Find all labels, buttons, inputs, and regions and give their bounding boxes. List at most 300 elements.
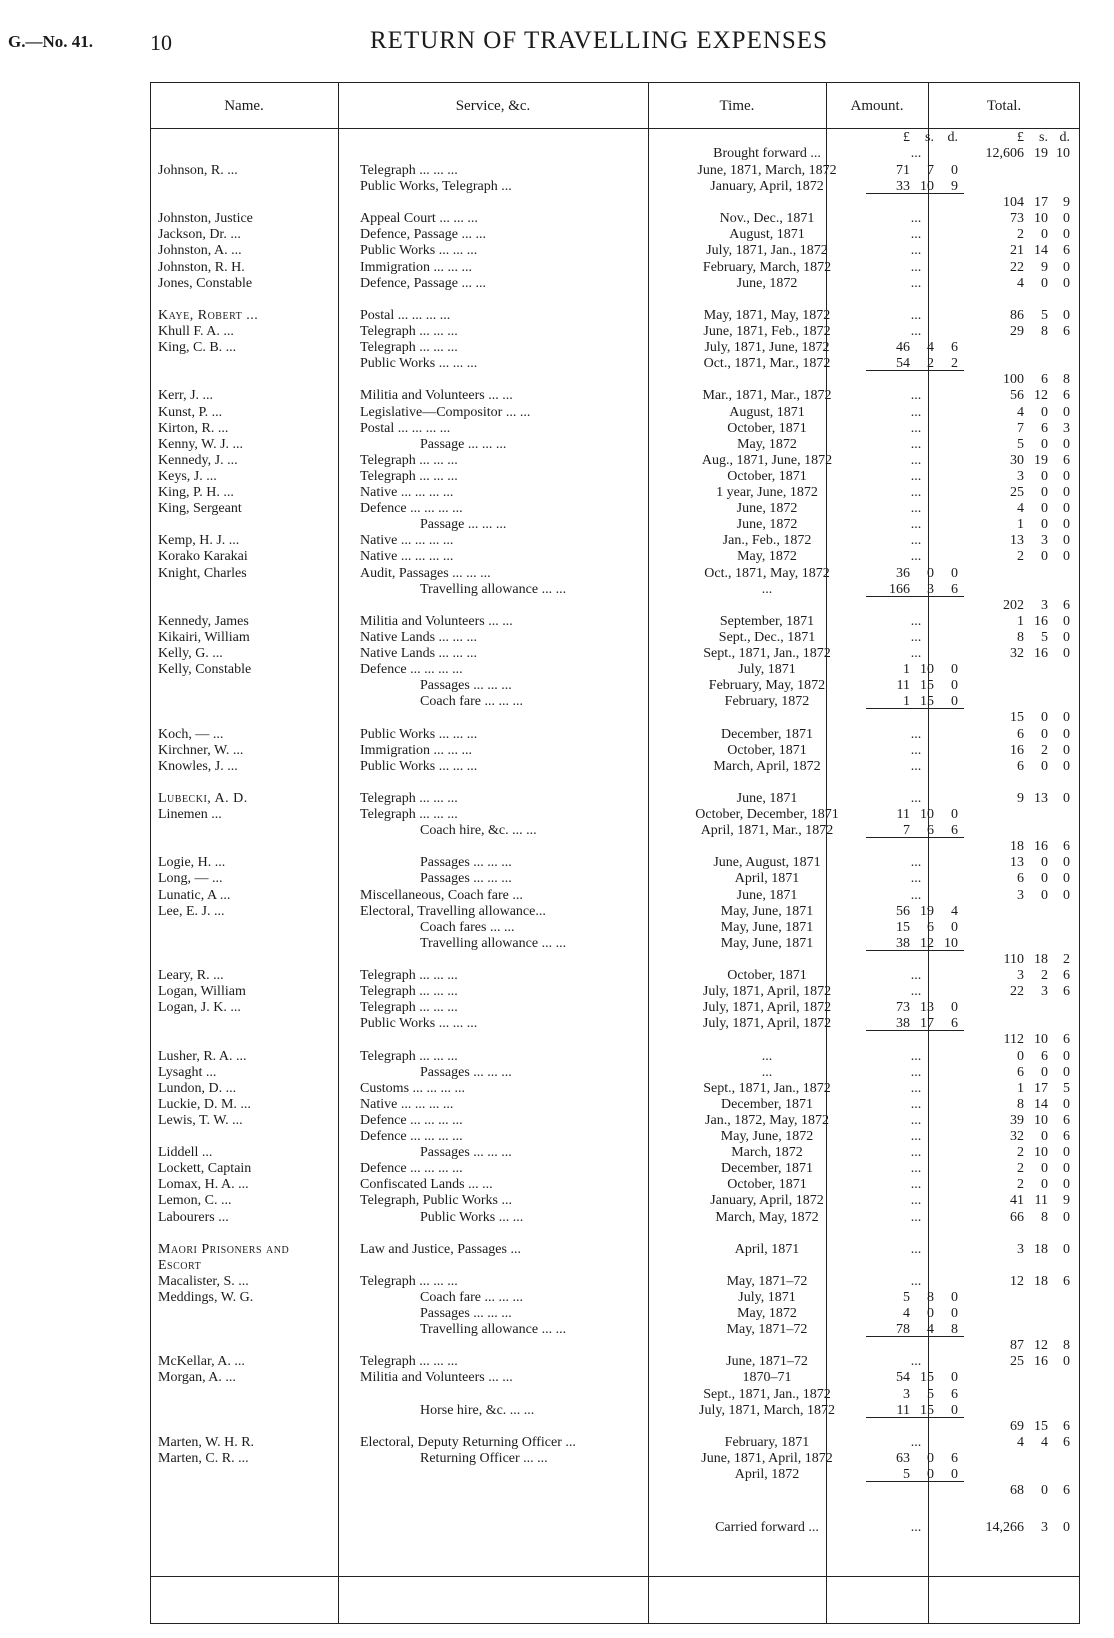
row-total: [968, 614, 1076, 630]
row-service: Coach hire, &c. ... ...: [420, 823, 537, 838]
pounds: 46: [896, 340, 910, 355]
unit-pence: d.: [947, 130, 958, 145]
pounds: 1: [1017, 517, 1024, 532]
row-time: July, 1871, April, 1872: [702, 1000, 832, 1015]
document-reference: G.—No. 41.: [8, 32, 93, 51]
pounds: 4: [903, 1306, 910, 1321]
pence: 0: [1063, 855, 1070, 870]
row-name: Khull F. A. ...: [158, 324, 234, 339]
pence: 0: [1063, 437, 1070, 452]
row-service: Telegraph ... ... ...: [360, 1049, 458, 1064]
row-total: [968, 372, 1076, 388]
pence: 0: [951, 566, 958, 581]
row-amount: ...: [910, 630, 922, 645]
pounds: 1: [1017, 1081, 1024, 1096]
unit-pence: d.: [1059, 130, 1070, 145]
row-amount: [864, 566, 968, 582]
row-amount: ...: [910, 260, 922, 275]
pounds: 39: [1010, 1113, 1024, 1128]
row-total: [968, 421, 1076, 437]
pence: 9: [1063, 1193, 1070, 1208]
shillings: 0: [1041, 871, 1048, 886]
row-total: [968, 1177, 1076, 1193]
row-time: Oct., 1871, May, 1872: [704, 566, 830, 581]
row-time: April, 1871: [734, 1242, 800, 1257]
subtotal-rule: [866, 193, 964, 194]
row-time: July, 1871, March, 1872: [699, 1403, 835, 1418]
pounds: 54: [896, 1370, 910, 1385]
pounds: 68: [1010, 1483, 1024, 1498]
row-service: Passages ... ... ...: [420, 1145, 512, 1160]
row-amount: ...: [910, 1193, 922, 1208]
row-amount: ...: [910, 517, 922, 532]
row-total: [968, 469, 1076, 485]
unit-pound: £: [903, 130, 910, 145]
row-total: [968, 630, 1076, 646]
shillings: 5: [1041, 308, 1048, 323]
shillings: 0: [1041, 1483, 1048, 1498]
pounds: 38: [896, 936, 910, 951]
row-total: [968, 1161, 1076, 1177]
row-amount: ...: [910, 1129, 922, 1144]
row-amount: ...: [910, 1097, 922, 1112]
row-time: May, June, 1871: [720, 920, 814, 935]
footer-rule: [150, 1576, 1080, 1577]
shillings: 18: [1034, 1274, 1048, 1289]
shillings: 16: [1034, 614, 1048, 629]
row-name: King, P. H. ...: [158, 485, 234, 500]
pounds: 7: [903, 823, 910, 838]
row-time: June, 1871, Feb., 1872: [703, 324, 831, 339]
pence: 6: [1063, 839, 1070, 854]
carried-forward-label: Carried forward ...: [715, 1520, 819, 1535]
shillings: 0: [927, 1451, 934, 1466]
row-name: Marten, C. R. ...: [158, 1451, 249, 1466]
row-amount: ...: [910, 791, 922, 806]
shillings: 10: [920, 662, 934, 677]
pence: 0: [1063, 405, 1070, 420]
shillings: 3: [927, 582, 934, 597]
shillings: 0: [1041, 727, 1048, 742]
pence: 6: [1063, 1113, 1070, 1128]
total-shillings: 3: [1041, 1520, 1048, 1535]
pounds: 22: [1010, 984, 1024, 999]
pounds: 13: [1010, 533, 1024, 548]
row-service: Militia and Volunteers ... ...: [360, 388, 513, 403]
pounds: 3: [1017, 888, 1024, 903]
pence: 0: [951, 807, 958, 822]
pounds: 0: [1017, 1049, 1024, 1064]
row-time: July, 1871, Jan., 1872: [706, 243, 828, 258]
row-total: [968, 1419, 1076, 1435]
shillings: 9: [1041, 260, 1048, 275]
shillings: 0: [1041, 1065, 1048, 1080]
pounds: 69: [1010, 1419, 1024, 1434]
shillings: 15: [920, 1370, 934, 1385]
row-total: [968, 839, 1076, 855]
brought-forward-amount: ...: [910, 146, 922, 161]
pence: 0: [951, 1370, 958, 1385]
row-amount: [864, 678, 968, 694]
row-time: January, April, 1872: [710, 1193, 824, 1208]
pence: 6: [1063, 243, 1070, 258]
row-service: Miscellaneous, Coach fare ...: [360, 888, 523, 903]
row-service: Law and Justice, Passages ...: [360, 1242, 521, 1257]
pounds: 15: [1010, 710, 1024, 725]
row-total: [968, 195, 1076, 211]
pounds: 54: [896, 356, 910, 371]
row-time: ...: [761, 1065, 773, 1080]
row-service: Travelling allowance ... ...: [420, 936, 567, 951]
row-service: Confiscated Lands ... ...: [360, 1177, 493, 1192]
pence: 3: [1063, 421, 1070, 436]
column-header-name: Name.: [224, 98, 264, 114]
pence: 6: [951, 582, 958, 597]
shillings: 4: [1041, 1435, 1048, 1450]
row-service: Immigration ... ... ...: [360, 743, 472, 758]
row-time: Jan., 1872, May, 1872: [705, 1113, 829, 1128]
row-time: October, 1871: [727, 1177, 807, 1192]
row-name: Kennedy, James: [158, 614, 249, 629]
pounds: 18: [1010, 839, 1024, 854]
shillings: 16: [1034, 646, 1048, 661]
shillings: 17: [1034, 1081, 1048, 1096]
row-amount: ...: [910, 1177, 922, 1192]
pounds: 41: [1010, 1193, 1024, 1208]
shillings: 6: [927, 823, 934, 838]
row-name: Korako Karakai: [158, 549, 248, 564]
row-name: King, C. B. ...: [158, 340, 237, 355]
row-service: Travelling allowance ... ...: [420, 1322, 567, 1337]
row-service: Militia and Volunteers ... ...: [360, 614, 513, 629]
row-name: Kirchner, W. ...: [158, 743, 244, 758]
shillings: 7: [927, 163, 934, 178]
row-amount: ...: [910, 549, 922, 564]
row-name: Lubecki, A. D.: [158, 791, 248, 806]
pence: 9: [951, 179, 958, 194]
pence: 8: [951, 1322, 958, 1337]
row-amount: ...: [910, 421, 922, 436]
pounds: 6: [1017, 759, 1024, 774]
shillings: 8: [927, 1290, 934, 1305]
shillings: 12: [1034, 388, 1048, 403]
pence: 0: [1063, 276, 1070, 291]
shillings: 19: [920, 904, 934, 919]
row-amount: [864, 1387, 968, 1403]
row-name: Koch, — ...: [158, 727, 224, 742]
row-total: [968, 1081, 1076, 1097]
row-total: [968, 549, 1076, 565]
pence: 2: [951, 356, 958, 371]
shillings: 0: [927, 566, 934, 581]
row-time: October, 1871: [727, 421, 807, 436]
shillings: 13: [920, 1000, 934, 1015]
shillings: 10: [920, 807, 934, 822]
pounds: 4: [1017, 1435, 1024, 1450]
pounds: 25: [1010, 1354, 1024, 1369]
row-name: Marten, W. H. R.: [158, 1435, 255, 1450]
row-amount: ...: [910, 1081, 922, 1096]
pounds: 16: [1010, 743, 1024, 758]
row-amount: ...: [910, 871, 922, 886]
row-total: [968, 1354, 1076, 1370]
row-time: June, 1871, April, 1872: [701, 1451, 833, 1466]
column-header-total: Total.: [986, 98, 1022, 114]
shillings: 4: [927, 340, 934, 355]
row-total: [968, 227, 1076, 243]
row-name: Kelly, G. ...: [158, 646, 223, 661]
row-total: [968, 1065, 1076, 1081]
pounds: 13: [1010, 855, 1024, 870]
row-name: McKellar, A. ...: [158, 1354, 245, 1369]
pence: 6: [951, 823, 958, 838]
row-amount: ...: [910, 453, 922, 468]
pence: 8: [1063, 1338, 1070, 1353]
row-name: Knight, Charles: [158, 566, 247, 581]
row-service: Postal ... ... ... ...: [360, 421, 451, 436]
shillings: 18: [1034, 1242, 1048, 1257]
row-amount: ...: [910, 1274, 922, 1289]
shillings: 10: [1034, 211, 1048, 226]
row-name: Lundon, D. ...: [158, 1081, 237, 1096]
row-time: May, 1871, May, 1872: [703, 308, 831, 323]
row-total: [968, 984, 1076, 1000]
column-header-amount: Amount.: [850, 98, 904, 114]
row-amount: ...: [910, 1049, 922, 1064]
row-time: Mar., 1871, Mar., 1872: [702, 388, 832, 403]
total-units: [968, 130, 1076, 146]
row-amount: [864, 662, 968, 678]
row-amount: ...: [910, 1145, 922, 1160]
shillings: 5: [1041, 630, 1048, 645]
shillings: 3: [1041, 984, 1048, 999]
shillings: 8: [1041, 1210, 1048, 1225]
row-service: Passages ... ... ...: [420, 678, 512, 693]
pounds: 3: [1017, 469, 1024, 484]
row-total: [968, 517, 1076, 533]
row-total: [968, 727, 1076, 743]
row-service: Passage ... ... ...: [420, 437, 507, 452]
row-time: April, 1871, Mar., 1872: [700, 823, 834, 838]
row-total: [968, 1274, 1076, 1290]
row-name: Linemen ...: [158, 807, 222, 822]
row-service: Defence, Passage ... ...: [360, 227, 486, 242]
row-amount: ...: [910, 888, 922, 903]
row-time: July, 1871, April, 1872: [702, 1016, 832, 1031]
pounds: 78: [896, 1322, 910, 1337]
pence: 0: [1063, 646, 1070, 661]
row-service: Passages ... ... ...: [420, 1065, 512, 1080]
row-amount: [864, 163, 968, 179]
pence: 0: [1063, 888, 1070, 903]
row-time: March, 1872: [731, 1145, 803, 1160]
row-time: Aug., 1871, June, 1872: [701, 453, 833, 468]
pounds: 6: [1017, 871, 1024, 886]
row-time: October, 1871: [727, 469, 807, 484]
row-service: Public Works ... ...: [420, 1210, 524, 1225]
pounds: 2: [1017, 549, 1024, 564]
brought-forward-label: Brought forward ...: [713, 146, 821, 161]
row-total: [968, 211, 1076, 227]
row-amount: ...: [910, 1242, 922, 1257]
total-pounds: 14,266: [985, 1520, 1024, 1535]
row-time: February, March, 1872: [702, 260, 832, 275]
row-service: Public Works ... ... ...: [360, 243, 478, 258]
row-time: ...: [761, 1049, 773, 1064]
row-amount: ...: [910, 501, 922, 516]
row-total: [968, 1113, 1076, 1129]
pence: 0: [1063, 533, 1070, 548]
pence: 0: [951, 920, 958, 935]
shillings: 3: [1041, 533, 1048, 548]
pounds: 7: [1017, 421, 1024, 436]
row-amount: ...: [910, 984, 922, 999]
row-service: Legislative—Compositor ... ...: [360, 405, 531, 420]
row-time: June, 1871, March, 1872: [697, 163, 837, 178]
row-name: Knowles, J. ...: [158, 759, 238, 774]
row-total: [968, 485, 1076, 501]
row-total: [968, 1210, 1076, 1226]
row-service: Telegraph ... ... ...: [360, 984, 458, 999]
row-time: 1870–71: [742, 1370, 792, 1385]
shillings: 16: [1034, 839, 1048, 854]
row-name: Lewis, T. W. ...: [158, 1113, 243, 1128]
pounds: 32: [1010, 1129, 1024, 1144]
shillings: 6: [1041, 1049, 1048, 1064]
row-time: March, April, 1872: [713, 759, 821, 774]
row-time: June, 1871: [736, 888, 798, 903]
row-total: [968, 437, 1076, 453]
shillings: 0: [1041, 276, 1048, 291]
row-service: Travelling allowance ... ...: [420, 582, 567, 597]
row-amount: ...: [910, 1435, 922, 1450]
row-service: Native ... ... ... ...: [360, 485, 454, 500]
pence: 5: [1063, 1081, 1070, 1096]
pounds: 5: [1017, 437, 1024, 452]
pounds: 66: [1010, 1210, 1024, 1225]
subtotal-rule: [866, 950, 964, 951]
pence: 0: [951, 678, 958, 693]
column-header-time: Time.: [719, 98, 755, 114]
pounds: 56: [896, 904, 910, 919]
row-service: Telegraph, Public Works ...: [360, 1193, 512, 1208]
pounds: 4: [1017, 276, 1024, 291]
row-name: Kunst, P. ...: [158, 405, 223, 420]
pounds: 56: [1010, 388, 1024, 403]
row-name: Leary, R. ...: [158, 968, 224, 983]
shillings: 0: [1041, 855, 1048, 870]
row-name: Johnson, R. ...: [158, 163, 238, 178]
shillings: 0: [1041, 888, 1048, 903]
row-time: June, 1872: [736, 517, 798, 532]
row-amount: ...: [910, 276, 922, 291]
row-time: June, August, 1871: [713, 855, 821, 870]
row-time: September, 1871: [719, 614, 815, 629]
pence: 0: [1063, 227, 1070, 242]
row-time: May, 1872: [737, 1306, 797, 1321]
pence: 4: [951, 904, 958, 919]
row-service: Native ... ... ... ...: [360, 549, 454, 564]
header-rule: [150, 128, 1080, 129]
row-time: August, 1871: [729, 405, 805, 420]
pounds: 33: [896, 179, 910, 194]
page-header: [0, 24, 1114, 64]
pounds: 8: [1017, 1097, 1024, 1112]
row-service: Telegraph ... ... ...: [360, 453, 458, 468]
row-amount: [864, 1451, 968, 1467]
pounds: 86: [1010, 308, 1024, 323]
row-amount: [864, 1370, 968, 1386]
unit-shilling: s.: [1039, 130, 1048, 145]
row-service: Native Lands ... ... ...: [360, 630, 478, 645]
shillings: 15: [920, 678, 934, 693]
row-time: May, June, 1872: [720, 1129, 814, 1144]
row-time: May, 1872: [737, 437, 797, 452]
pence: 10: [944, 936, 958, 951]
shillings: 5: [927, 1387, 934, 1402]
pounds: 22: [1010, 260, 1024, 275]
row-amount: ...: [910, 743, 922, 758]
row-amount: ...: [910, 1161, 922, 1176]
row-total: [968, 710, 1076, 726]
pence: 6: [1063, 968, 1070, 983]
row-amount: [864, 807, 968, 823]
pence: 0: [951, 1467, 958, 1482]
row-service: Telegraph ... ... ...: [360, 807, 458, 822]
pence: 0: [1063, 614, 1070, 629]
shillings: 0: [1041, 710, 1048, 725]
shillings: 0: [1041, 485, 1048, 500]
row-total: [968, 1435, 1076, 1451]
pence: 6: [1063, 1419, 1070, 1434]
row-total: [968, 871, 1076, 887]
row-time: Oct., 1871, Mar., 1872: [703, 356, 831, 371]
pounds: 71: [896, 163, 910, 178]
row-total: [968, 1032, 1076, 1048]
pence: 0: [951, 694, 958, 709]
row-name: Jackson, Dr. ...: [158, 227, 241, 242]
pence: 0: [1063, 1049, 1070, 1064]
pounds: 5: [903, 1290, 910, 1305]
shillings: 10: [920, 179, 934, 194]
row-time: December, 1871: [721, 1161, 813, 1176]
pence: 0: [1063, 501, 1070, 516]
row-service: Public Works, Telegraph ...: [360, 179, 512, 194]
row-name: Kirton, R. ...: [158, 421, 229, 436]
row-time: 1 year, June, 1872: [716, 485, 818, 500]
row-amount: ...: [910, 646, 922, 661]
pounds: 104: [1003, 195, 1024, 210]
pence: 0: [1063, 1097, 1070, 1112]
pounds: 32: [1010, 646, 1024, 661]
unit-shilling: s.: [925, 130, 934, 145]
row-amount: ...: [910, 437, 922, 452]
pounds: 3: [1017, 1242, 1024, 1257]
pounds: 2: [1017, 1145, 1024, 1160]
pence: 2: [1063, 952, 1070, 967]
row-service: Coach fare ... ... ...: [420, 694, 524, 709]
row-name: Johnston, R. H.: [158, 260, 245, 275]
row-total: [968, 276, 1076, 292]
row-service: Telegraph ... ... ...: [360, 1354, 458, 1369]
row-amount: [864, 904, 968, 920]
pence: 0: [1063, 549, 1070, 564]
pence: 6: [1063, 388, 1070, 403]
row-service: Postal ... ... ... ...: [360, 308, 451, 323]
row-service: Native Lands ... ... ...: [360, 646, 478, 661]
row-total: [968, 646, 1076, 662]
pounds: 2: [1017, 1177, 1024, 1192]
